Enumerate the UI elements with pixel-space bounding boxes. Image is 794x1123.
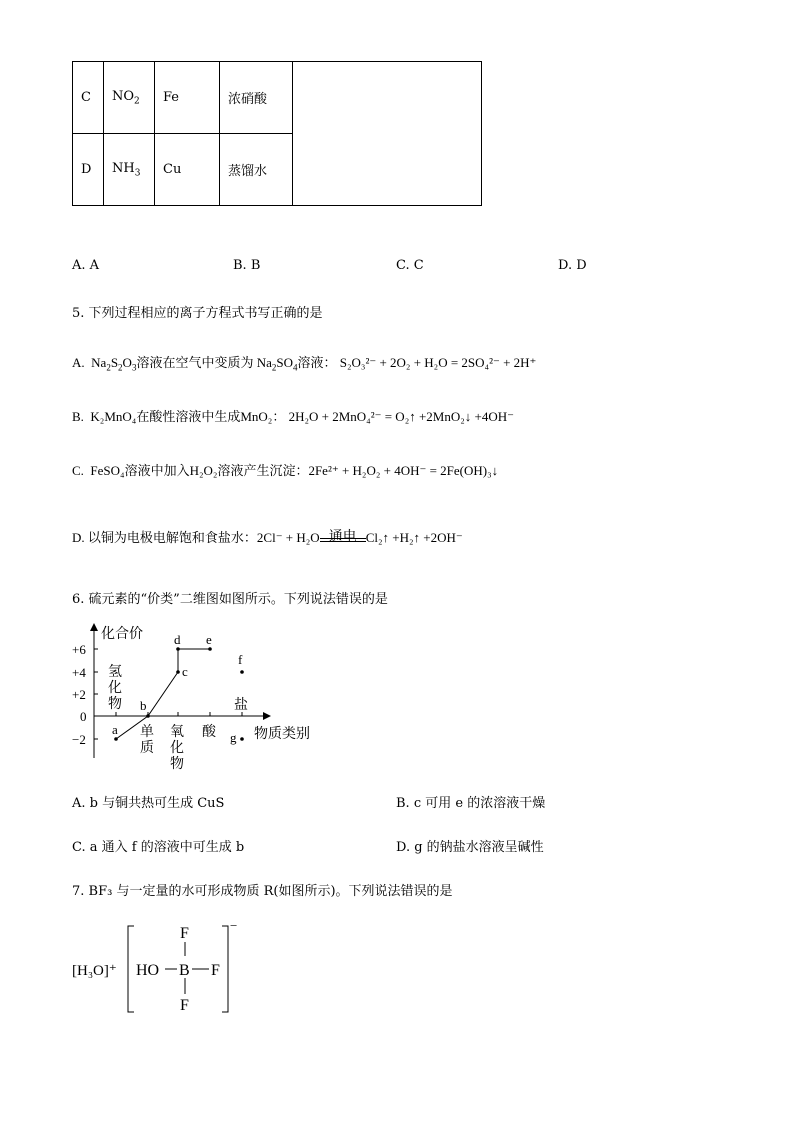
gas-formula: $NO_2$ (104, 62, 155, 134)
y-tick: 0 (80, 709, 87, 724)
label-e: e (206, 632, 212, 647)
q7-stem: 7. BF₃ 与一定量的水可形成物质 R(如图所示)。下列说法错误的是 (72, 884, 453, 899)
svg-text:质: 质 (140, 741, 154, 756)
category-acid: 酸 (202, 725, 216, 740)
structure-R (68, 918, 258, 1018)
category-oxide (170, 724, 184, 772)
gas-formula: $NH_3$ (104, 134, 155, 206)
q6-stem: 6. 硫元素的“价类”二维图如图所示。下列说法错误的是 (72, 592, 388, 607)
q6-option-c: C. a 通入 f 的溶液中可生成 b (72, 840, 245, 855)
label-d: d (174, 632, 181, 647)
option-a: A. A (72, 258, 100, 273)
atom-F-right: F (211, 962, 220, 979)
liquid: 浓硝酸 (220, 62, 293, 134)
label-c: c (182, 664, 188, 679)
label-a: a (112, 722, 118, 737)
q6-option-a: A. b 与铜共热可生成 CuS (72, 796, 225, 811)
q6-option-b: B. c 可用 e 的浓溶液干燥 (396, 796, 546, 811)
category-salt: 盐 (234, 698, 248, 713)
valence-class-chart (68, 618, 328, 773)
y-tick: +4 (72, 665, 86, 680)
point-b (146, 714, 150, 718)
svg-text:单: 单 (140, 725, 154, 740)
point-c (176, 670, 180, 674)
point-g (240, 737, 244, 741)
q5-stem: 5. 下列过程相应的离子方程式书写正确的是 (72, 306, 323, 321)
point-a (114, 737, 118, 741)
y-axis-title: 化合价 (101, 627, 143, 642)
svg-text:物: 物 (108, 697, 122, 712)
point-f (240, 670, 244, 674)
bracket-left (128, 926, 134, 1012)
x-axis-title: 物质类别 (254, 727, 310, 742)
relation-line (116, 649, 210, 739)
q5-option-d: D. 以铜为电极电解饱和食盐水：2Cl⁻ + H₂O 通电 Cl₂↑ +H₂↑ +2OH⁻ (72, 530, 463, 545)
category-element (140, 724, 154, 756)
svg-text:化: 化 (170, 741, 184, 756)
y-tick: −2 (72, 732, 86, 747)
svg-text:氧: 氧 (170, 725, 184, 740)
q5-option-c: C. FeSO₄溶液中加入H₂O₂溶液产生沉淀：2Fe²⁺ + H₂O₂ + 4OH⁻ = 2Fe(OH)₃↓ (72, 463, 499, 478)
blank-cell (293, 62, 482, 206)
reaction-table (72, 61, 482, 206)
y-tick: +2 (72, 687, 86, 702)
svg-text:物: 物 (170, 757, 184, 772)
option-b: B. B (233, 258, 261, 273)
bracket-right (222, 926, 228, 1012)
svg-text:化: 化 (108, 681, 122, 696)
label-g: g (230, 730, 237, 745)
option-d: D. D (558, 258, 587, 273)
y-tick: +6 (72, 642, 86, 657)
metal: Fe (155, 62, 220, 134)
cation: [H₃O]⁺ (72, 963, 117, 979)
option-c: C. C (396, 258, 424, 273)
row-label: C (73, 62, 104, 134)
liquid: 蒸馏水 (220, 134, 293, 206)
anion-charge: − (230, 918, 238, 933)
atom-F-bottom: F (180, 997, 189, 1014)
point-d (176, 647, 180, 651)
point-e (208, 647, 212, 651)
category-hydride (108, 664, 122, 712)
atom-F-top: F (180, 925, 189, 942)
q5-option-b: B. K₂MnO₄在酸性溶液中生成MnO₂： 2H₂O + 2MnO₄²⁻ = O₂↑ +2MnO₂↓ +4OH⁻ (72, 409, 515, 424)
svg-text:氢: 氢 (108, 665, 122, 680)
q5-option-a: A. $Na_2S_2O_3$溶液在空气中变质为 $Na_2SO_4$溶液： S₂O₃²⁻ + 2O₂ + H₂O = 2SO₄²⁻ + 2H⁺ (72, 355, 537, 373)
row-label: D (73, 134, 104, 206)
q6-option-d: D. g 的钠盐水溶液呈碱性 (396, 840, 544, 855)
label-f: f (238, 652, 243, 667)
atom-HO: HO (136, 962, 160, 979)
label-b: b (140, 698, 147, 713)
metal: Cu (155, 134, 220, 206)
atom-B: B (179, 962, 190, 979)
